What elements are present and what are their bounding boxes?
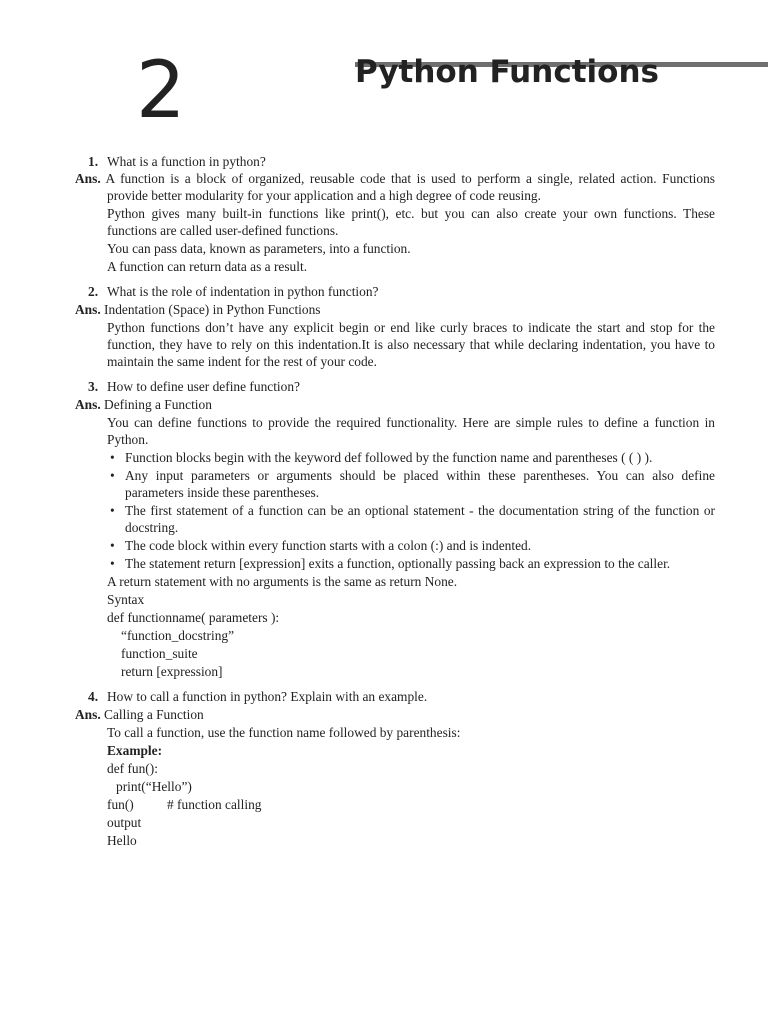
question-text: How to call a function in python? Explain with an example.	[107, 689, 428, 704]
answer-3-heading	[75, 396, 715, 413]
code-body-line: print(“Hello”)	[116, 779, 192, 794]
answer-heading: Defining a Function	[104, 397, 212, 412]
question-2	[75, 283, 715, 300]
answer-paragraph: You can pass data, known as parameters, into a function.	[107, 241, 411, 256]
answer-text: A function is a block of organized, reusable code that is used to perform a single, related action. Functions provide better modularity for your application and a high degree of code reusing.	[105, 171, 715, 203]
code-call-line	[75, 796, 715, 813]
syntax-body-line: function_suite	[121, 646, 198, 661]
question-text: What is a function in python?	[107, 154, 266, 169]
answer-2-heading	[75, 301, 715, 318]
output-label: output	[107, 815, 142, 830]
question-3	[75, 378, 715, 395]
answer-paragraph: Python functions don’t have any explicit begin or end like curly braces to indicate the start and stop for the function, they have to rely on this indentation.It is also necessary that while declaring indentation, you have to maintain the same indent for the rest of your code.	[107, 320, 715, 369]
bullet-icon: •	[110, 450, 115, 465]
answer-paragraph: Python gives many built-in functions like print(), etc. but you can also create your own functions. These functions are called user-defined functions.	[107, 206, 715, 238]
bullet-icon: •	[110, 503, 115, 518]
document-body	[75, 153, 715, 849]
answer-paragraph: A return statement with no arguments is the same as return None.	[107, 574, 458, 589]
question-number: 3.	[88, 379, 99, 394]
list-item-text: Any input parameters or arguments should be placed within these parentheses. You can also define parameters inside these parentheses.	[125, 468, 715, 500]
answer-heading: Indentation (Space) in Python Functions	[104, 302, 321, 317]
answer-paragraph: To call a function, use the function name followed by parenthesis:	[107, 725, 461, 740]
list-item-text: Function blocks begin with the keyword def followed by the function name and parentheses ( ( ) ).	[125, 450, 653, 465]
syntax-body-line: return [expression]	[121, 664, 223, 679]
code-def-line: def fun():	[107, 761, 158, 776]
bullet-icon: •	[110, 468, 115, 483]
list-item-text: The code block within every function starts with a colon (:) and is indented.	[125, 538, 532, 553]
answer-1-first	[75, 170, 715, 204]
answer-paragraph: You can define functions to provide the required functionality. Here are simple rules to define a function in Python.	[107, 415, 715, 447]
syntax-body-line: “function_docstring”	[121, 628, 235, 643]
rules-list	[75, 449, 715, 572]
list-item-text: The first statement of a function can be an optional statement - the documentation string of the function or docstring.	[125, 503, 715, 535]
bullet-icon: •	[110, 538, 115, 553]
code-comment: # function calling	[167, 797, 262, 812]
syntax-label: Syntax	[107, 592, 145, 607]
question-number: 1.	[88, 154, 99, 169]
list-item-text: The statement return [expression] exits a function, optionally passing back an expression to the caller.	[125, 556, 671, 571]
output-value: Hello	[107, 833, 137, 848]
example-label: Example:	[107, 743, 163, 758]
chapter-number: 2	[136, 46, 186, 136]
answer-label: Ans.	[75, 302, 101, 317]
answer-4-heading	[75, 706, 715, 723]
list-item	[110, 502, 715, 536]
list-item	[110, 537, 715, 554]
question-text: What is the role of indentation in python function?	[107, 284, 379, 299]
list-item	[110, 555, 715, 572]
syntax-def-line: def functionname( parameters ):	[107, 610, 280, 625]
answer-paragraph: A function can return data as a result.	[107, 259, 308, 274]
question-number: 4.	[88, 689, 99, 704]
list-item	[110, 467, 715, 501]
bullet-icon: •	[110, 556, 115, 571]
answer-label: Ans.	[75, 171, 101, 186]
question-1	[75, 153, 715, 170]
answer-heading: Calling a Function	[104, 707, 204, 722]
question-text: How to define user define function?	[107, 379, 300, 394]
chapter-title: Python Functions	[355, 54, 659, 90]
list-item	[110, 449, 715, 466]
question-4	[75, 688, 715, 705]
answer-label: Ans.	[75, 707, 101, 722]
code-call: fun()	[107, 797, 134, 812]
question-number: 2.	[88, 284, 99, 299]
answer-label: Ans.	[75, 397, 101, 412]
